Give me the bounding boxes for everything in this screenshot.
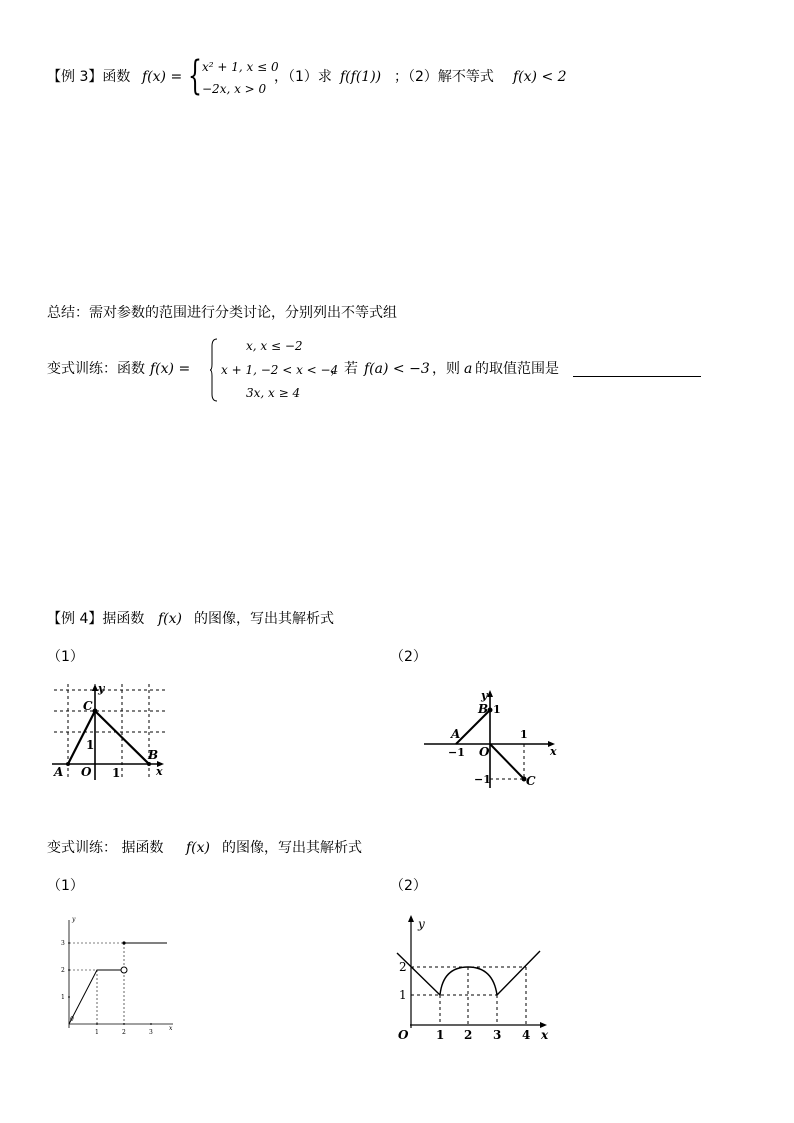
var1-fx: f(x) = <box>150 361 191 377</box>
graph-1-label-c: C <box>83 699 93 713</box>
graph-4-y-arrow <box>408 915 414 922</box>
graph-1-label-y: y <box>98 682 105 695</box>
graph-3-tick-y2: 2 <box>61 967 65 974</box>
var1-label: 变式训练：函数 <box>47 361 145 377</box>
graph-2-label-c: C <box>526 774 536 788</box>
graph-4 <box>390 910 560 1045</box>
ex3-ff1: f(f(1)) <box>340 69 382 85</box>
ex3-q1: ，（1）求 <box>274 69 332 85</box>
var1-case3: 3x, x ≥ 4 <box>246 386 301 400</box>
graph-2-label-o: O <box>479 745 490 759</box>
graph-3 <box>55 912 185 1042</box>
graph-4-tick-x2: 2 <box>464 1028 473 1042</box>
graph-1-label-a: A <box>54 765 64 779</box>
var2-part2: （2） <box>390 878 427 894</box>
graph-3-tick-x2: 2 <box>122 1029 126 1036</box>
graph-4-label-o: O <box>398 1028 409 1042</box>
graph-1-point-c <box>93 709 98 714</box>
graph-4-label-y: y <box>418 917 425 931</box>
graph-3-rising-segment <box>69 970 121 1024</box>
ex3-case1: x² + 1, x ≤ 0 <box>202 60 279 74</box>
graph-4-tick-y1: 1 <box>399 988 407 1002</box>
ex3-case2: −2x, x > 0 <box>202 82 267 96</box>
ex3-q2: ；（2）解不等式 <box>394 69 494 85</box>
graph-2-tick-xneg1: −1 <box>448 746 465 759</box>
graph-3-label-y: y <box>72 916 76 923</box>
graph-1-label-x: x <box>156 765 163 778</box>
graph-1 <box>40 680 180 790</box>
var2-part1: （1） <box>47 878 84 894</box>
graph-3-tick-y1: 1 <box>61 994 65 1001</box>
graph-3-tick-x3: 3 <box>149 1029 153 1036</box>
graph-4-tick-y2: 2 <box>399 960 407 974</box>
graph-4-tick-x4: 4 <box>522 1028 531 1042</box>
var2-label-post: 的图像，写出其解析式 <box>222 840 362 856</box>
var2-fx: f(x) <box>186 840 211 856</box>
graph-4-label-x: x <box>541 1028 549 1042</box>
graph-1-point-b <box>147 762 151 766</box>
graph-2-segment-oc <box>490 744 524 779</box>
graph-2-tick-yneg1: −1 <box>474 773 491 786</box>
graph-3-tick-y3: 3 <box>61 940 65 947</box>
graph-3-label-o: 0 <box>70 1016 74 1023</box>
graph-3-closed-point <box>122 941 125 944</box>
graph-3-ticks <box>68 942 152 1025</box>
ex4-part1: （1） <box>47 649 84 665</box>
graph-1-tick-x1: 1 <box>112 766 121 780</box>
graph-3-label-x: x <box>169 1025 173 1032</box>
var1-brace <box>210 338 216 400</box>
graph-1-triangle <box>68 711 149 764</box>
ex4-label-pre: 【例 4】据函数 <box>47 611 145 627</box>
summary-text: 总结：需对参数的范围进行分类讨论，分别列出不等式组 <box>47 305 397 321</box>
ex3-ineq: f(x) < 2 <box>513 69 567 85</box>
graph-1-tick-y1: 1 <box>86 738 95 752</box>
var1-var-a: a <box>464 361 473 377</box>
answer-blank-line[interactable] <box>573 375 701 377</box>
graph-1-label-b: B <box>148 748 159 762</box>
graph-4-tick-x3: 3 <box>493 1028 502 1042</box>
var1-case1: x, x ≤ −2 <box>246 339 303 353</box>
ex3-fx: f(x) = <box>142 69 183 85</box>
graph-2-label-b: B <box>478 702 489 716</box>
graph-4-guides <box>411 967 526 1025</box>
graph-2-label-x: x <box>550 745 557 758</box>
ex4-fx: f(x) <box>158 611 183 627</box>
var1-cond: f(a) < −3 <box>364 361 430 377</box>
graph-3-open-point <box>121 967 127 973</box>
ex3-brace: { <box>188 53 202 99</box>
ex4-label-post: 的图像，写出其解析式 <box>194 611 334 627</box>
graph-3-tick-x1: 1 <box>95 1029 99 1036</box>
graph-2-point-b <box>488 708 493 713</box>
graph-4-tick-x1: 1 <box>436 1028 445 1042</box>
var1-brace-shape <box>210 338 218 402</box>
graph-2-tick-x1: 1 <box>520 728 528 741</box>
var1-tail: 的取值范围是 <box>475 361 559 377</box>
graph-2-label-y: y <box>481 689 488 702</box>
var1-cond-post: ，则 <box>432 361 460 377</box>
var1-cond-pre: ，若 <box>330 361 358 377</box>
graph-3-guides <box>69 943 124 1024</box>
ex4-part2: （2） <box>390 649 427 665</box>
ex3-label: 【例 3】函数 <box>47 69 131 85</box>
graph-2 <box>420 684 570 794</box>
graph-1-point-a <box>66 762 70 766</box>
graph-2-label-a: A <box>451 727 461 741</box>
var1-case2: x + 1, −2 < x < −4 <box>221 363 339 377</box>
graph-1-label-o: O <box>81 765 92 779</box>
var2-label-pre: 变式训练： 据函数 <box>47 840 164 856</box>
graph-2-tick-y1: 1 <box>493 703 501 716</box>
graph-2-y-arrow <box>487 690 493 697</box>
